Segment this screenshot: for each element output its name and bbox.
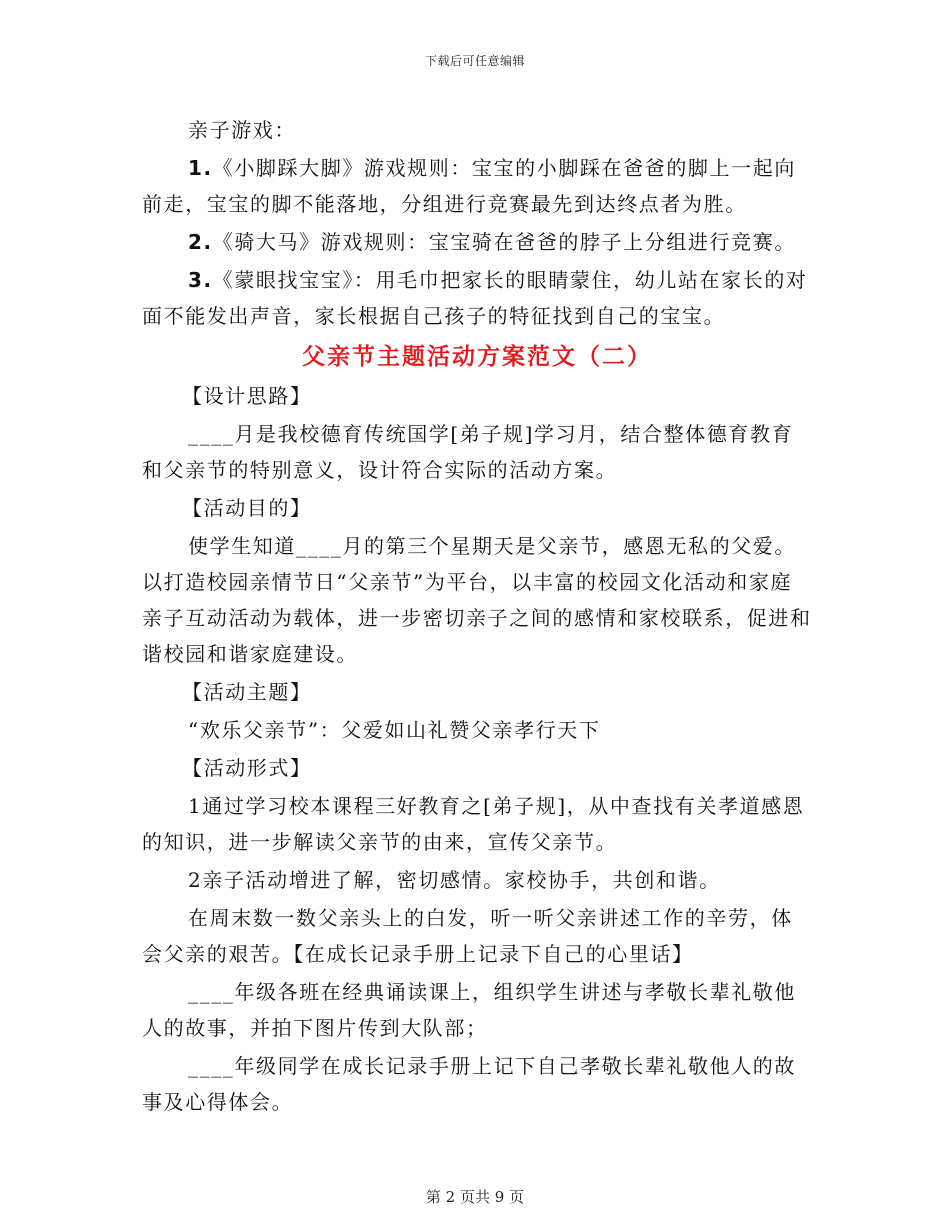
page-footer: 第 2 页共 9 页 [425, 1188, 525, 1206]
document-body [142, 112, 812, 1122]
form-heading: 【活动形式】 [182, 756, 312, 780]
section-title: 父亲节主题活动方案范文（二） [302, 344, 652, 370]
form-item-5: ____年级同学在成长记录手册上记下自己孝敬长辈礼敬他人的故事及心得体会。 [142, 1054, 796, 1114]
game-number-3: 3. [188, 268, 213, 292]
design-text: ____月是我校德育传统国学[弟子规]学习月，结合整体德育教育和父亲节的特别意义，设计符合实际的活动方案。 [142, 422, 794, 482]
game-item-3 [142, 262, 812, 334]
design-heading: 【设计思路】 [182, 384, 312, 408]
goal-text: 使学生知道____月的第三个星期天是父亲节，感恩无私的父爱。以打造校园亲情节日“父亲节”为平台，以丰富的校园文化活动和家庭亲子互动活动为载体，进一步密切亲子之间的感情和家校联系，促进和谐校园和谐家庭建设。 [142, 534, 812, 666]
game-item-2 [142, 224, 812, 260]
theme-heading: 【活动主题】 [182, 680, 312, 704]
game-text-1: 《小脚踩大脚》游戏规则：宝宝的小脚踩在爸爸的脚上一起向前走，宝宝的脚不能落地，分组进行竞赛最先到达终点者为胜。 [142, 156, 796, 216]
game-number-2: 2. [188, 230, 213, 254]
game-text-2: 《骑大马》游戏规则：宝宝骑在爸爸的脖子上分组进行竞赛。 [212, 230, 796, 254]
form-item-2: 2亲子活动增进了解，密切感情。家校协手，共创和谐。 [188, 868, 721, 892]
intro-heading: 亲子游戏： [188, 118, 296, 142]
form-item-1: 1通过学习校本课程三好教育之[弟子规]，从中查找有关孝道感恩的知识，进一步解读父亲节的由来，宣传父亲节。 [142, 794, 805, 854]
game-number-1: 1. [188, 156, 213, 180]
game-text-3: 《蒙眼找宝宝》：用毛巾把家长的眼睛蒙住，幼儿站在家长的对面不能发出声音，家长根据自己孩子的特征找到自己的宝宝。 [142, 268, 808, 328]
game-item-1 [142, 150, 812, 222]
theme-text: “欢乐父亲节”：父爱如山礼赞父亲孝行天下 [188, 718, 601, 742]
form-item-3: 在周末数一数父亲头上的白发，听一听父亲讲述工作的辛劳，体会父亲的艰苦。【在成长记录手册上记录下自己的心里话】 [142, 906, 793, 966]
goal-heading: 【活动目的】 [182, 496, 312, 520]
page-header: 下载后可任意编辑 [424, 54, 525, 68]
form-item-4: ____年级各班在经典诵读课上，组织学生讲述与孝敬长辈礼敬他人的故事，并拍下图片传到大队部； [142, 980, 796, 1040]
